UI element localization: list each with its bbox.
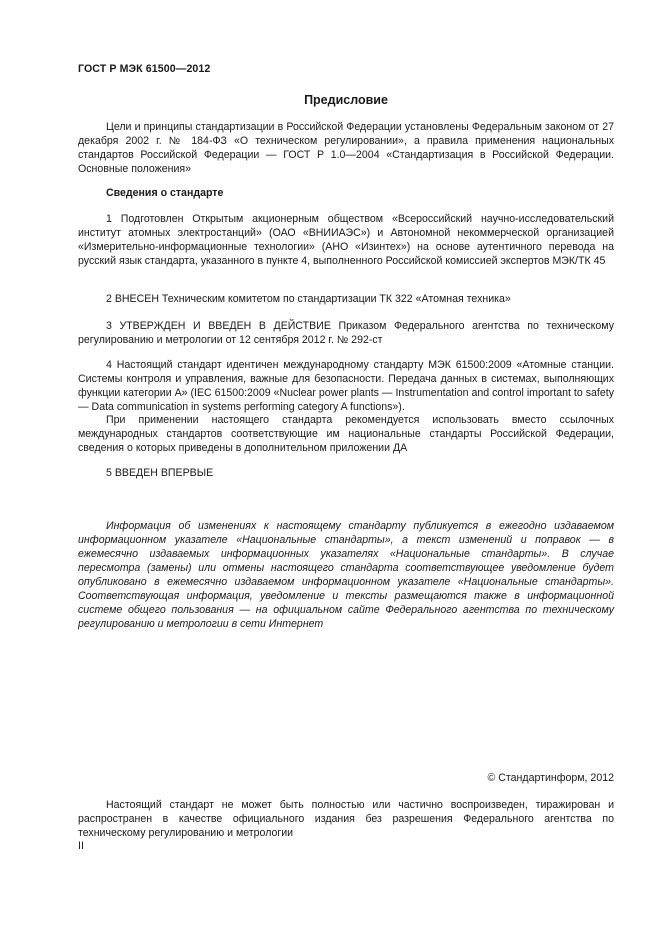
info-notice: Информация об изменениях к настоящему стандарту публикуется в ежегодно издаваемом информационном указателе «Национальные стандарты», а текст изменений и поправок — в ежемесячно издаваемых информационных указателях «Национальные стандарты». В случае пересмотра (замены) или отмены настоящего стандарта соответствующее уведомление будет опубликовано в ежемесячно издаваемом информационном указателе «Национальные стандарты». Соответствующая информация, уведомление и тексты размещаются также в информационной системе общего пользования — на официальном сайте Федерального агентства по техническому регулированию и метрологии в сети Интернет [78,520,614,630]
item-4-paragraph: 4 Настоящий стандарт идентичен международному стандарту МЭК 61500:2009 «Атомные станции. Системы контроля и управления, важные для безопасности. Передача данных в системах, выполняющих функции категории А» (IEC 61500:2009 «Nuclear power plants — Instrumentation and control important to safety — Data communication in systems performing category A functions»). [78,359,614,413]
item-4-note: При применении настоящего стандарта рекомендуется использовать вместо ссылочных международных стандартов соответствующие им национальные стандарты Российской Федерации, сведения о которых приведены в дополнительном приложении ДА [78,414,614,454]
intro-paragraph: Цели и принципы стандартизации в Российской Федерации установлены Федеральным законом от 27 декабря 2002 г. № 184-ФЗ «О техническом регулировании», а правила применения национальных стандартов Российской Федерации — ГОСТ Р 1.0—2004 «Стандартизация в Российской Федерации. Основные положения» [78,121,614,175]
item-1-paragraph: 1 Подготовлен Открытым акционерным обществом «Всероссийский научно-исследовательский институт атомных электростанций» (ОАО «ВНИИАЭС») и Автономной некоммерческой организацией «Измерительно-информационные технологии» (АНО «Изинтех») на основе аутентичного перевода на русский язык стандарта, указанного в пункте 4, выполненного Российской комиссией экспертов МЭК/ТК 45 [78,213,614,267]
page-title: Предисловие [304,93,388,107]
document-header: ГОСТ Р МЭК 61500—2012 [78,63,211,75]
item-3-paragraph: 3 УТВЕРЖДЕН И ВВЕДЕН В ДЕЙСТВИЕ Приказом Федерального агентства по техническому регулированию и метрологии от 12 сентября 2012 г. № 292-ст [78,320,614,346]
reproduction-notice: Настоящий стандарт не может быть полностью или частично воспроизведен, тиражирован и распространен в качестве официального издания без разрешения Федерального агентства по техническому регулированию и метрологии [78,799,614,839]
section-heading: Сведения о стандарте [106,187,224,199]
item-2-paragraph: 2 ВНЕСЕН Техническим комитетом по стандартизации ТК 322 «Атомная техника» [106,293,511,305]
item-5-paragraph: 5 ВВЕДЕН ВПЕРВЫЕ [106,467,214,479]
copyright: © Стандартинформ, 2012 [487,772,614,784]
page-number: II [78,840,84,852]
